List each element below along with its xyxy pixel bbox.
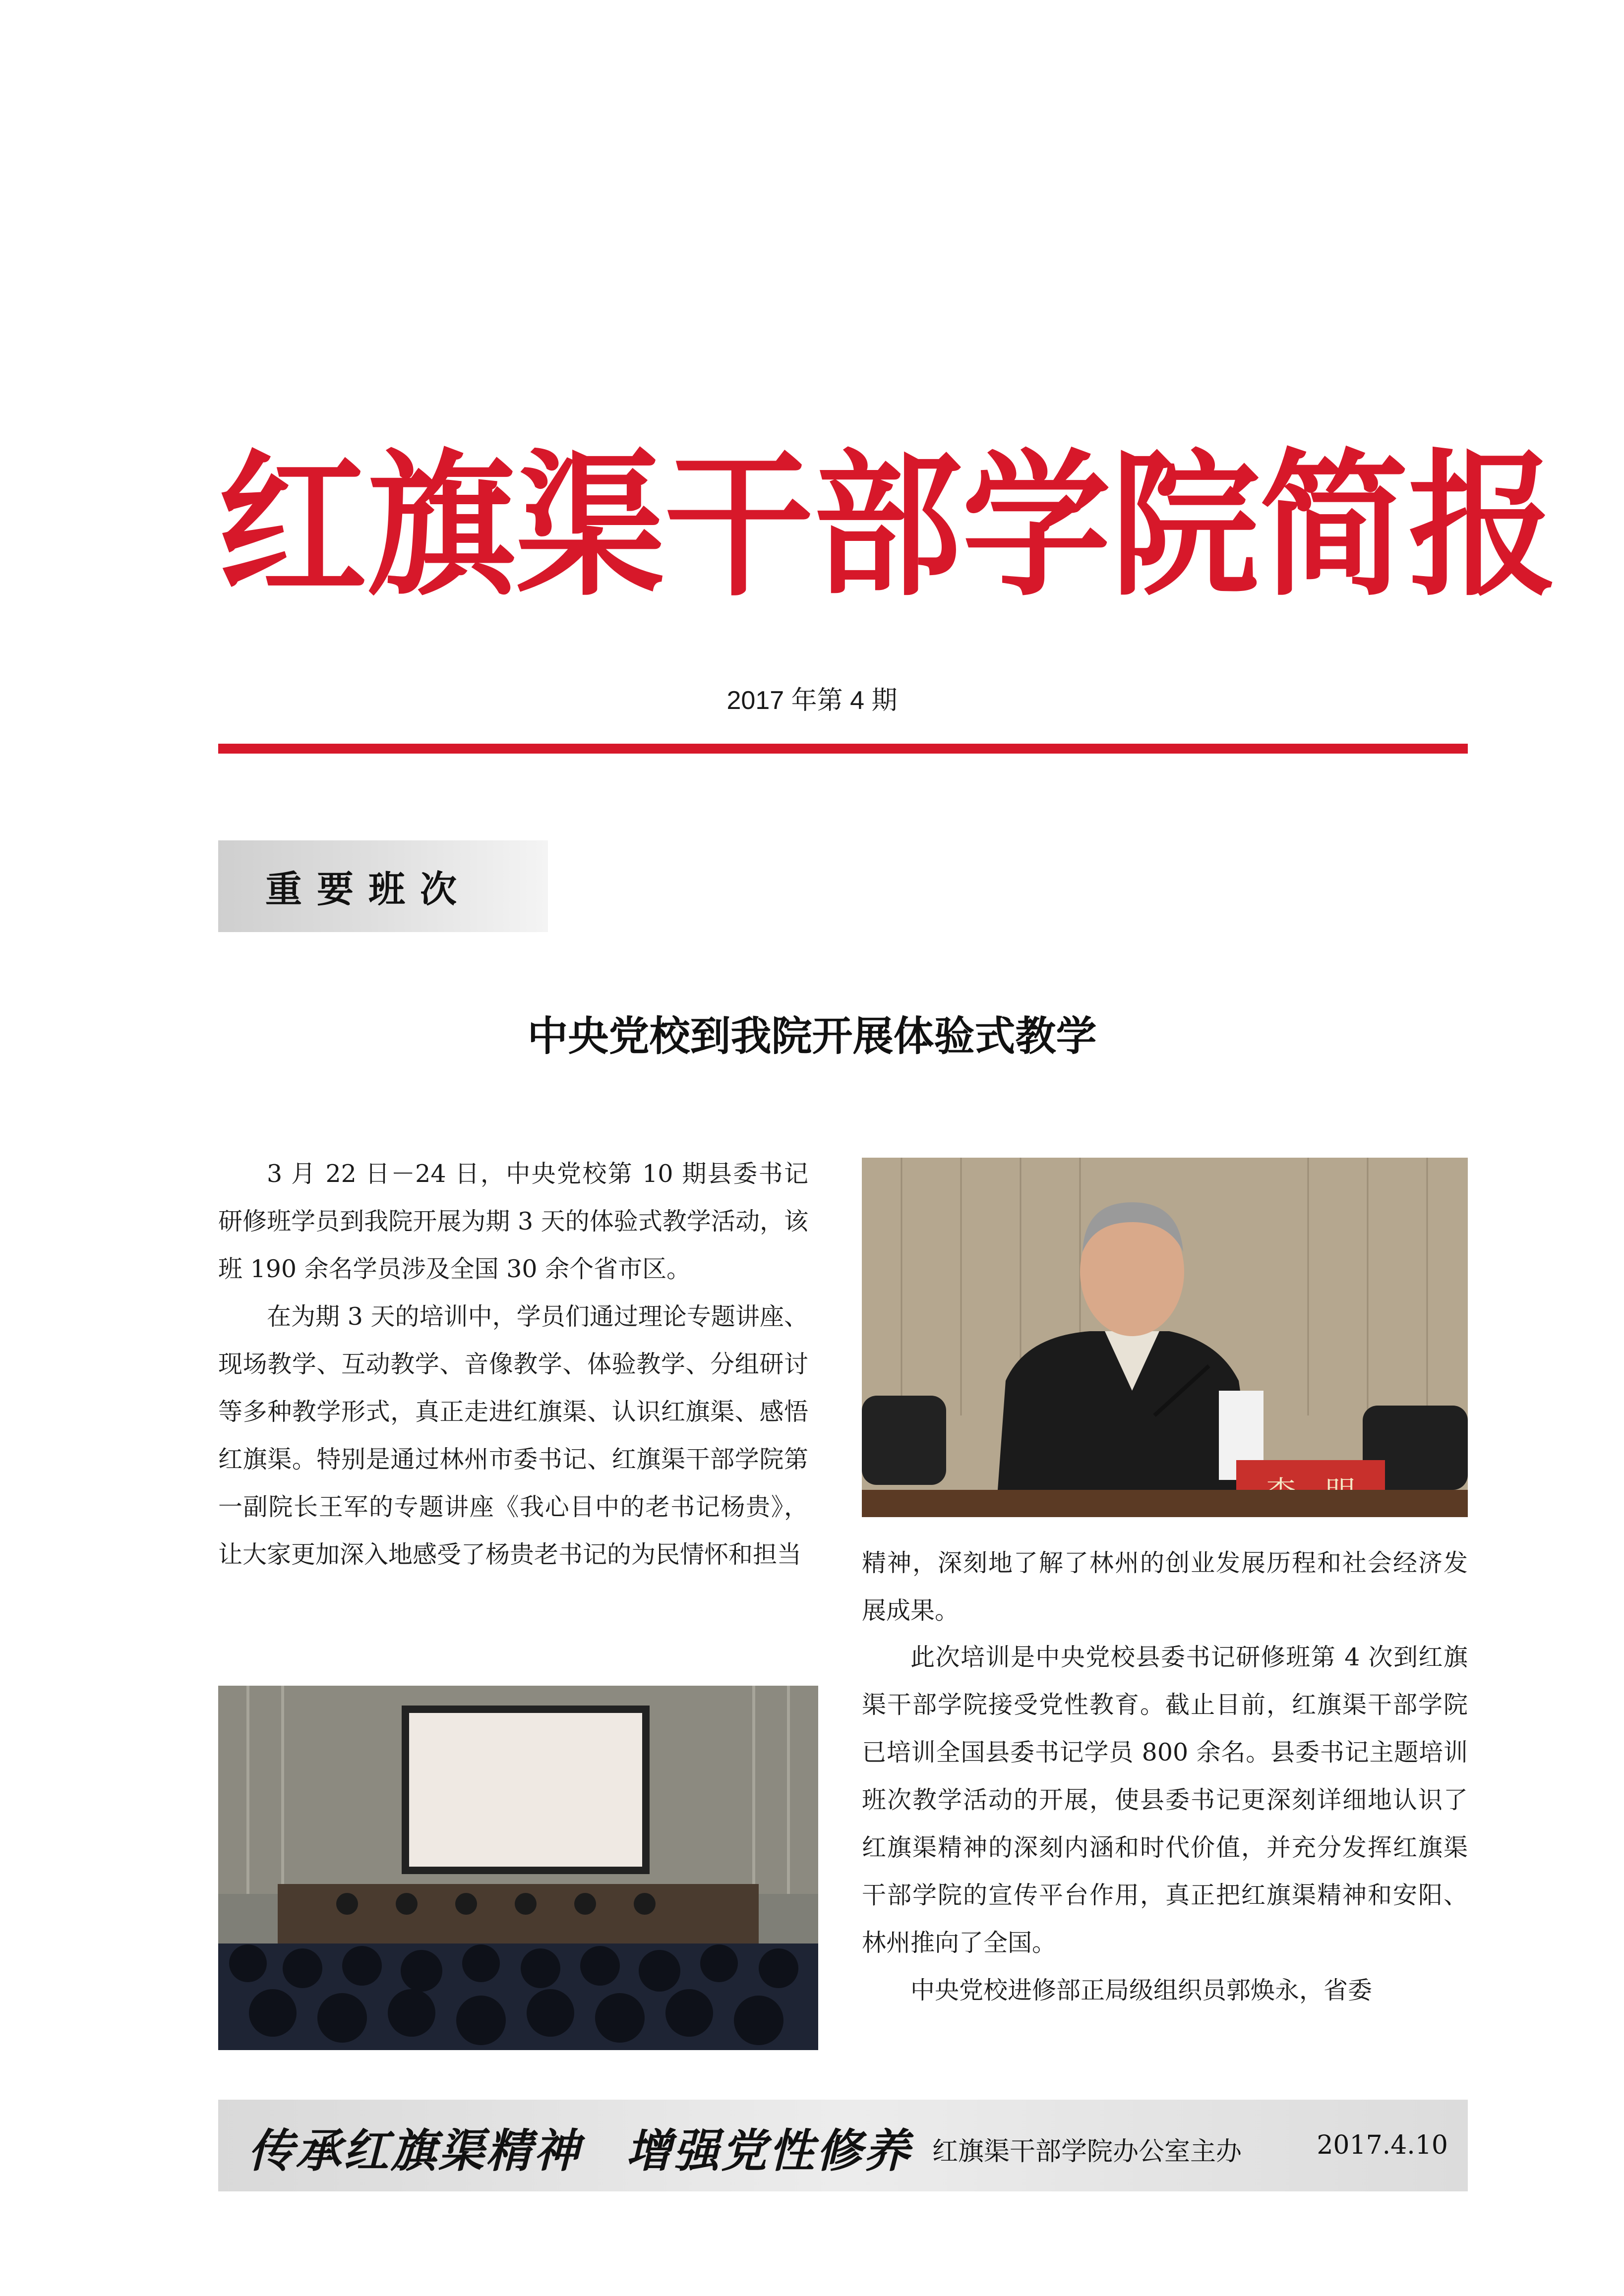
issue-number: 2017 年第 4 期 (726, 686, 898, 715)
lecture-hall-illustration (218, 1686, 818, 2050)
article-column-right (862, 1634, 1468, 2014)
lecture-hall-photo (218, 1686, 818, 2050)
masthead-char: 干 (664, 433, 813, 617)
article-column-left (218, 1150, 808, 1579)
section-label-text: 重要班次 (265, 868, 472, 911)
article-column-right-continuation (862, 1539, 1468, 1635)
masthead-char: 部 (813, 433, 962, 617)
speaker-photo-illustration (862, 1158, 1468, 1517)
article-paragraph: 中央党校进修部正局级组织员郭焕永，省委 (910, 1976, 1373, 2004)
article-title: 中央党校到我院开展体验式教学 (527, 1012, 1097, 1060)
masthead-char: 简 (1260, 433, 1408, 617)
masthead-char: 院 (1111, 433, 1260, 617)
article-paragraph: 精神，深刻地了解了林州的创业发展历程和社会经济发展成果。 (862, 1549, 1468, 1625)
footer-publisher: 红旗渠干部学院办公室主办 (932, 2137, 1242, 2167)
footer-band (218, 2100, 1468, 2191)
footer-slogan (248, 2115, 911, 2180)
masthead-char: 学 (962, 433, 1111, 617)
article-paragraph: 3 月 22 日－24 日，中央党校第 10 期县委书记研修班学员到我院开展为期 3 天的体验式教学活动，该班 190 余名学员涉及全国 30 余个省市区。 (218, 1160, 808, 1283)
masthead-char: 报 (1408, 433, 1557, 617)
masthead-char: 渠 (516, 433, 664, 617)
footer-date: 2017.4.10 (1317, 2130, 1448, 2160)
slogan-part: 传承红旗渠精神 (248, 2124, 582, 2178)
masthead-char: 红 (218, 433, 367, 617)
masthead-title (218, 421, 1557, 630)
article-paragraph: 在为期 3 天的培训中，学员们通过理论专题讲座、现场教学、互动教学、音像教学、体验教学、分组研讨等多种教学形式，真正走进红旗渠、认识红旗渠、感悟红旗渠。特别是通过林州市委书记、红旗渠干部学院第一副院长王军的专题讲座《我心目中的老书记杨贵》，让大家更加深入地感受了杨贵老书记的为民情怀和担当 (218, 1302, 808, 1569)
masthead-char: 旗 (367, 433, 516, 617)
article-paragraph: 此次培训是中央党校县委书记研修班第 4 次到红旗渠干部学院接受党性教育。截止目前，红旗渠干部学院已培训全国县委书记学员 800 余名。县委书记主题培训班次教学活动的开展，使县委书记更深刻详细地认识了红旗渠精神的深刻内涵和时代价值，并充分发挥红旗渠干部学院的宣传平台作用，真正把红旗渠精神和安阳、林州推向了全国。 (862, 1643, 1468, 1957)
masthead-divider (218, 744, 1468, 754)
slogan-part: 增强党性修养 (626, 2124, 912, 2178)
speaker-photo (862, 1158, 1468, 1517)
section-label (218, 840, 548, 932)
